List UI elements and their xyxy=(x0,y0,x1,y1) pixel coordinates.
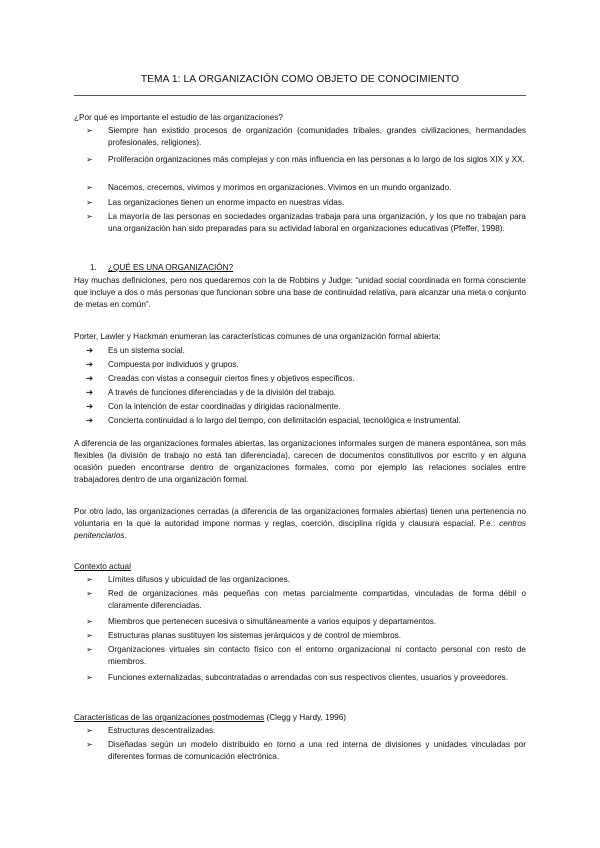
list-item-text: Límites difusos y ubicuidad de las organizaciones. xyxy=(108,575,291,584)
list-item xyxy=(86,345,526,357)
arrow-bullet-icon: ➢ xyxy=(86,575,93,584)
arrow-bullet-icon: ➢ xyxy=(86,726,93,735)
closed-organizations-paragraph xyxy=(74,506,526,542)
list-item-text: Organizaciones virtuales sin contacto físico con el entorno organizacional ni contacto personal con resto de miembros. xyxy=(108,645,526,666)
list-item xyxy=(86,739,526,763)
section-title: ¿QUÉ ES UNA ORGANIZACIÓN? xyxy=(108,263,234,272)
arrow-bullet-icon: ➢ xyxy=(86,155,93,164)
list-item xyxy=(86,725,526,737)
informal-organizations-paragraph: A diferencia de las organizaciones formales abiertas, las organizaciones informales surgen de manera espontánea, son más flexibles (la división de trabajo no está tan diferenciada), carecen de documentos constitutivos por escrito y en alguna ocasión pueden encontrarse dentro de organizaciones formales, como por ejemplo las relaciones sociales entre trabajadores dentro de una organización formal. xyxy=(74,439,526,484)
porter-intro: Porter, Lawler y Hackman enumeran las características comunes de una organización formal abierta: xyxy=(74,332,441,341)
list-item xyxy=(86,387,526,399)
list-item xyxy=(86,359,526,371)
list-item xyxy=(86,630,526,642)
closed-paragraph-text: Por otro lado, las organizaciones cerradas (a diferencia de las organizaciones formales abiertas) tienen una pertenencia no voluntaria en la que la autoridad impone normas y reglas, coerción, disciplina rígida y clausura espacial. P.e.: xyxy=(74,507,526,528)
list-item-text: Con la intención de estar coordinadas y dirigidas racionalmente. xyxy=(108,402,341,411)
arrow-bullet-icon: ➢ xyxy=(86,645,93,654)
list-item-text: Las organizaciones tienen un enorme impacto en nuestras vidas. xyxy=(108,198,345,207)
list-item xyxy=(86,415,526,427)
document-title: TEMA 1: LA ORGANIZACIÓN COMO OBJETO DE CONOCIMIENTO xyxy=(140,74,460,85)
title-divider xyxy=(74,95,526,96)
list-item-text: Red de organizaciones más pequeñas con metas parcialmente compartidas, vinculadas de forma débil o claramente diferenciadas. xyxy=(108,589,526,610)
list-item xyxy=(86,197,526,209)
list-item-text: Estructuras descentralizadas. xyxy=(108,726,216,735)
arrow-bullet-icon: ➔ xyxy=(86,359,94,369)
list-item-text: Creadas con vistas a conseguir ciertos fines y objetivos específicos. xyxy=(108,374,355,383)
list-item-text: Concierta continuidad a lo largo del tiempo, con delimitación espacial, tecnológica e instrumental. xyxy=(108,416,461,425)
list-item-text: Compuesta por individuos y grupos. xyxy=(108,360,239,369)
list-item-text: Siempre han existido procesos de organización (comunidades tribales, grandes civilizaciones, hermandades profesionales, religiones). xyxy=(108,126,526,147)
arrow-bullet-icon: ➢ xyxy=(86,631,93,640)
list-item xyxy=(86,154,526,166)
arrow-bullet-icon: ➢ xyxy=(86,183,93,192)
arrow-bullet-icon: ➢ xyxy=(86,198,93,207)
list-item xyxy=(86,125,526,149)
arrow-bullet-icon: ➔ xyxy=(86,373,94,383)
arrow-bullet-icon: ➢ xyxy=(86,589,93,598)
postmodern-heading: Características de las organizaciones postmodernas xyxy=(74,713,265,722)
list-item xyxy=(86,182,526,194)
list-item xyxy=(86,672,526,684)
postmodern-citation: (Clegg y Hardy, 1996) xyxy=(266,713,346,722)
closed-example: centros penitenciarios. xyxy=(74,518,526,540)
section-number: 1. xyxy=(90,263,97,272)
list-item-text: A través de funciones diferenciadas y de la división del trabajo. xyxy=(108,388,337,397)
context-heading: Contexto actual xyxy=(74,562,131,571)
definition-paragraph: Hay muchas definiciones, pero nos quedaremos con la de Robbins y Judge: “unidad social coordinada en forma consciente que incluye a dos o más personas que funcionan sobre una base de continuidad relativa, para alcanzar una meta o conjunto de metas en común”. xyxy=(74,276,526,309)
arrow-bullet-icon: ➔ xyxy=(86,345,94,355)
list-item-text: Miembros que pertenecen sucesiva o simultáneamente a varios equipos y departamentos. xyxy=(108,617,437,626)
list-item xyxy=(86,616,526,628)
arrow-bullet-icon: ➢ xyxy=(86,740,93,749)
arrow-bullet-icon: ➔ xyxy=(86,387,94,397)
list-item xyxy=(86,574,526,586)
list-item xyxy=(86,401,526,413)
arrow-bullet-icon: ➢ xyxy=(86,617,93,626)
list-item xyxy=(86,644,526,668)
question-heading: ¿Por qué es importante el estudio de las organizaciones? xyxy=(74,113,283,122)
list-item-text: Estructuras planas sustituyen los sistemas jerárquicos y de control de miembros. xyxy=(108,631,402,640)
list-item xyxy=(86,211,526,235)
list-item xyxy=(86,373,526,385)
list-item-text: Nacemos, crecemos, vivimos y morimos en organizaciones. Vivimos en un mundo organizado. xyxy=(108,183,452,192)
list-item xyxy=(86,588,526,612)
arrow-bullet-icon: ➔ xyxy=(86,415,94,425)
list-item-text: Diseñadas según un modelo distribuido en torno a una red interna de divisiones y unidades vinculadas por diferentes formas de comunicación electrónica. xyxy=(108,740,526,761)
list-item-text: La mayoría de las personas en sociedades organizadas trabaja para una organización, y los que no trabajan para una organización han sido preparadas para su actividad laboral en organizaciones educativas (Pfeffer, 1998). xyxy=(108,212,526,233)
arrow-bullet-icon: ➔ xyxy=(86,401,94,411)
list-item-text: Es un sistema social. xyxy=(108,346,185,355)
list-item-text: Funciones externalizadas, subcontratadas o arrendadas con sus respectivos clientes, usuarios y proveedores. xyxy=(108,673,509,682)
section-heading xyxy=(90,262,233,273)
postmodern-heading-line xyxy=(74,712,526,723)
arrow-bullet-icon: ➢ xyxy=(86,126,93,135)
list-item-text: Proliferación organizaciones más complejas y con más influencia en las personas a lo largo de los siglos XIX y XX. xyxy=(108,155,525,164)
arrow-bullet-icon: ➢ xyxy=(86,673,93,682)
arrow-bullet-icon: ➢ xyxy=(86,212,93,221)
